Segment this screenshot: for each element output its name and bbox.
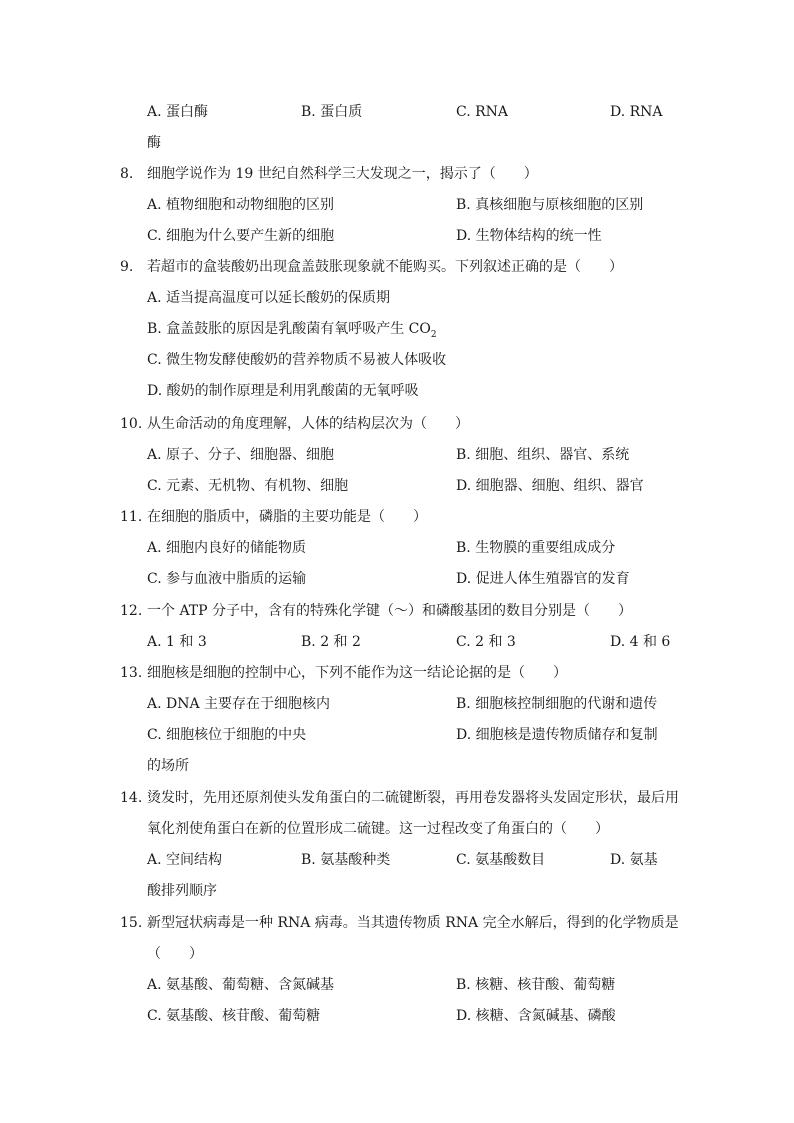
option-d: D. 酸奶的制作原理是利用乳酸菌的无氧呼吸: [147, 383, 419, 399]
option-c: C. 氨基酸、核苷酸、葡萄糖: [147, 1008, 321, 1024]
question-stem: 13. 细胞核是细胞的控制中心，下列不能作为这一结论论据的是（ ）: [120, 658, 680, 689]
question-12: [120, 596, 680, 658]
question-number: 15.: [120, 915, 143, 931]
option-d: D. 氨基: [610, 852, 658, 868]
option-b: B. 细胞、组织、器官、系统: [456, 447, 630, 463]
question-stem: 10. 从生命活动的角度理解，人体的结构层次为（ ）: [120, 409, 680, 440]
option-row: [120, 283, 680, 314]
question-stem: 11. 在细胞的脂质中，磷脂的主要功能是（ ）: [120, 502, 680, 533]
question-number: 11.: [120, 509, 143, 525]
question-number: 13.: [120, 665, 143, 681]
options-row: [120, 221, 680, 252]
option-b: B. 2 和 2: [301, 634, 361, 650]
option-c: C. RNA: [456, 104, 509, 120]
option-a: A. DNA 主要存在于细胞核内: [147, 696, 331, 712]
option-b: B. 生物膜的重要组成成分: [456, 540, 616, 556]
question-stem-continued: 氧化剂使角蛋白在新的位置形成二硫键。这一过程改变了角蛋白的（ ）: [147, 821, 609, 837]
option-d-continuation: 酶: [147, 135, 161, 151]
question-14: [120, 783, 680, 907]
option-b: B. 氨基酸种类: [301, 852, 391, 868]
question-number: 10.: [120, 416, 143, 432]
option-c: C. 参与血液中脂质的运输: [147, 571, 307, 587]
subscript: 2: [430, 329, 437, 340]
question-10: [120, 409, 680, 502]
option-row: [120, 345, 680, 376]
option-a: A. 蛋白酶: [147, 104, 209, 120]
option-a: A. 氨基酸、葡萄糖、含氮碱基: [147, 977, 335, 993]
option-a: A. 细胞内良好的储能物质: [147, 540, 307, 556]
question-stem: 9. 若超市的盒装酸奶出现盒盖鼓胀现象就不能购买。下列叙述正确的是（ ）: [120, 252, 680, 283]
question-8: [120, 159, 680, 252]
option-row: [120, 376, 680, 407]
option-d: D. 细胞核是遗传物质储存和复制: [456, 727, 658, 743]
option-d-continuation: 酸排列顺序: [147, 883, 217, 899]
option-c: C. 细胞核位于细胞的中央: [147, 727, 307, 743]
question-number: 9.: [120, 259, 134, 275]
option-row: [120, 314, 680, 345]
options-row: [120, 190, 680, 221]
question-7-options: [120, 97, 680, 159]
option-b: B. 盒盖鼓胀的原因是乳酸菌有氧呼吸产生 $CO_2$: [147, 321, 437, 340]
option-b: B. 真核细胞与原核细胞的区别: [456, 197, 644, 213]
option-d: D. 核糖、含氮碱基、磷酸: [456, 1008, 616, 1024]
option-a: A. 原子、分子、细胞器、细胞: [147, 447, 335, 463]
option-d: D. 4 和 6: [610, 634, 671, 650]
option-a: A. 空间结构: [147, 852, 223, 868]
options-row: [120, 627, 680, 658]
question-9: [120, 252, 680, 407]
option-c: C. 微生物发酵使酸奶的营养物质不易被人体吸收: [147, 352, 447, 368]
option-a: A. 适当提高温度可以延长酸奶的保质期: [147, 290, 391, 306]
options-row: [120, 1001, 680, 1032]
option-d: D. 促进人体生殖器官的发育: [456, 571, 630, 587]
option-c: C. 细胞为什么要产生新的细胞: [147, 228, 335, 244]
option-d-continuation: 的场所: [147, 758, 189, 774]
options-row: [120, 440, 680, 471]
question-stem: 15. 新型冠状病毒是一种 RNA 病毒。当其遗传物质 RNA 完全水解后，得到的化学物质是: [120, 908, 680, 939]
question-number: 14.: [120, 790, 143, 806]
question-13: [120, 658, 680, 782]
options-row: [120, 689, 680, 720]
option-d: D. 生物体结构的统一性: [456, 228, 602, 244]
option-c: C. 2 和 3: [456, 634, 516, 650]
options-row: [120, 471, 680, 502]
option-c: C. 元素、无机物、有机物、细胞: [147, 478, 349, 494]
options-row: [120, 564, 680, 595]
question-number: 8.: [120, 166, 134, 182]
question-15: [120, 908, 680, 1032]
option-c: C. 氨基酸数目: [456, 852, 546, 868]
option-b: B. 细胞核控制细胞的代谢和遗传: [456, 696, 658, 712]
question-11: [120, 502, 680, 595]
option-d: D. RNA: [610, 104, 663, 120]
options-row: [120, 970, 680, 1001]
options-row: [120, 845, 680, 876]
question-stem-continued: （ ）: [147, 946, 203, 962]
options-row: [120, 720, 680, 751]
question-stem: 14. 烫发时，先用还原剂使头发角蛋白的二硫键断裂，再用卷发器将头发固定形状，最后用: [120, 783, 680, 814]
question-stem: 8. 细胞学说作为 19 世纪自然科学三大发现之一，揭示了（ ）: [120, 159, 680, 190]
question-stem: 12. 一个 ATP 分子中，含有的特殊化学键（～）和磷酸基团的数目分别是（ ）: [120, 596, 680, 627]
option-b: B. 核糖、核苷酸、葡萄糖: [456, 977, 616, 993]
options-row: [120, 533, 680, 564]
options-row: [120, 97, 680, 128]
option-b: B. 蛋白质: [301, 104, 363, 120]
option-a: A. 1 和 3: [147, 634, 207, 650]
option-a: A. 植物细胞和动物细胞的区别: [147, 197, 335, 213]
question-number: 12.: [120, 603, 143, 619]
option-d: D. 细胞器、细胞、组织、器官: [456, 478, 644, 494]
